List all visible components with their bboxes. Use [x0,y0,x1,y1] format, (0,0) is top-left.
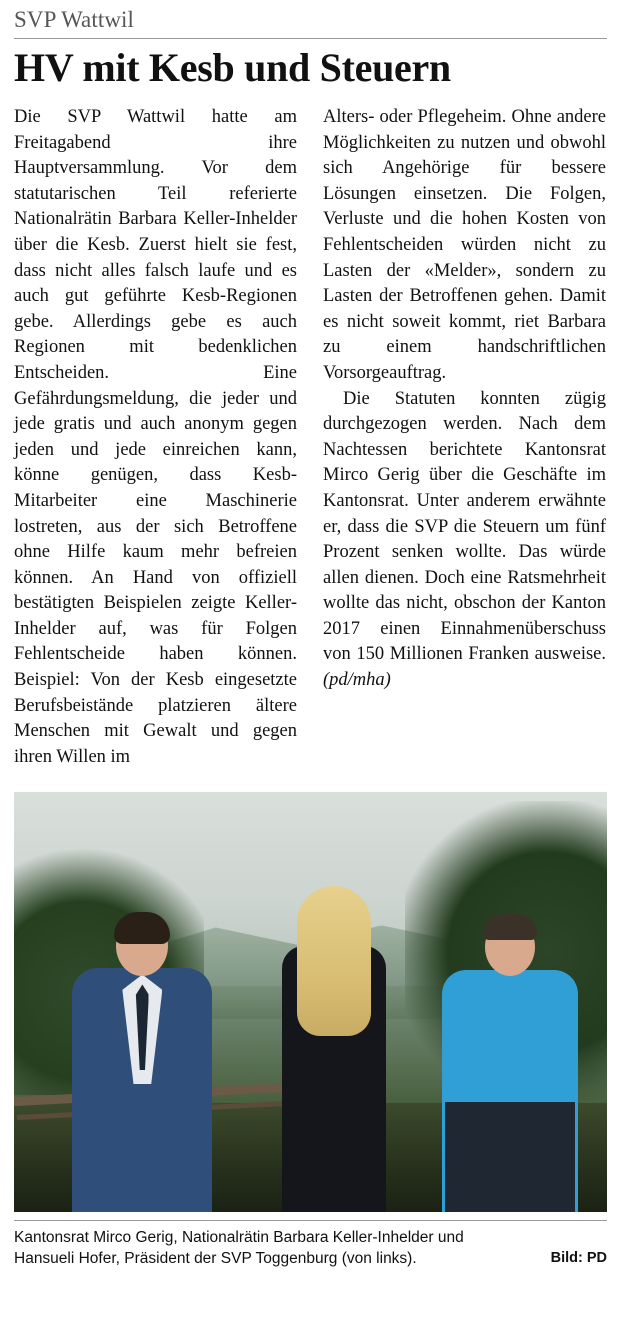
person-center-hair [297,886,371,1036]
photo-credit: Bild: PD [550,1250,607,1267]
column-right-paragraph-1: Alters- oder Pflegeheim. Ohne andere Möglichkeiten zu nutzen und obwohl sich Angehörige für bessere Lösungen einsetzen. Die Folgen, Verluste und die hohen Kosten von Fehlentscheiden würden nicht zu Lasten der «Melder», sondern zu Lasten der Betroffenen gehen. Damit es nicht soweit kommt, riet Barbara zu einem handschriftlichen Vorsorgeauftrag. [323,107,606,383]
photo-caption-text: Kantonsrat Mirco Gerig, Nationalrätin Barbara Keller-Inhelder und Hansueli Hofer, Präsident der SVP Toggenburg (von links). [14,1229,464,1268]
photo-caption [14,1227,607,1269]
person-center [269,892,399,1212]
person-right-trousers [445,1102,575,1212]
person-right-hair [483,914,537,940]
column-left-paragraph: Die SVP Wattwil hatte am Freitagabend ihre Hauptversammlung. Vor dem statutarischen Teil referierte Nationalrätin Barbara Keller-Inhelder über die Kesb. Zuerst hielt sie fest, dass nicht alles falsch laufe und es auch gut geführte Kesb-Regionen gebe. Allerdings gebe es auch Regionen mit bedenklichen Entscheiden. Eine Gefährdungsmeldung, die jeder und jede gratis und auch anonym gegen jeden und jede einreichen kann, könne genügen, dass Kesb-Mitarbeiter eine Maschinerie lostreten, aus der sich Betroffene ohne Hilfe kaum mehr befreien können. An Hand von offiziell bestätigten Beispielen zeigte Keller-Inhelder auf, was für Folgen Fehlentscheide haben können. Beispiel: Von der Kesb eingesetzte Berufsbeistände platzieren ältere Menschen mit Gewalt und gegen ihren Willen im [14,107,297,767]
person-right [435,912,585,1212]
column-right-paragraph-2-text: Die Statuten konnten zügig durchgezogen werden. Nach dem Nachtessen berichtete Kantonsrat Mirco Gerig über die Geschäfte im Kantonsrat. Unter anderem erwähnte er, dass die SVP die Steuern um fünf Prozent senken wollte. Das würde allen dienen. Doch eine Ratsmehrheit wollte das nicht, obschon der Kanton 2017 einen Einnahmenüberschuss von 150 Millionen Franken ausweise. [323,388,606,665]
person-left [67,912,217,1212]
article-kicker: SVP Wattwil [14,7,135,32]
article-column-right [323,105,606,694]
article-byline-credit: (pd/mha) [323,670,391,691]
article-column-left [14,105,297,770]
kicker-divider [14,38,607,39]
article-body [14,105,607,770]
column-right-paragraph-2 [323,387,606,694]
photo-illustration [14,792,607,1212]
article-photo [14,792,607,1212]
article-headline: HV mit Kesb und Steuern [14,45,451,90]
newspaper-article-page [0,6,621,1338]
caption-divider [14,1220,607,1221]
person-left-hair [114,912,170,944]
